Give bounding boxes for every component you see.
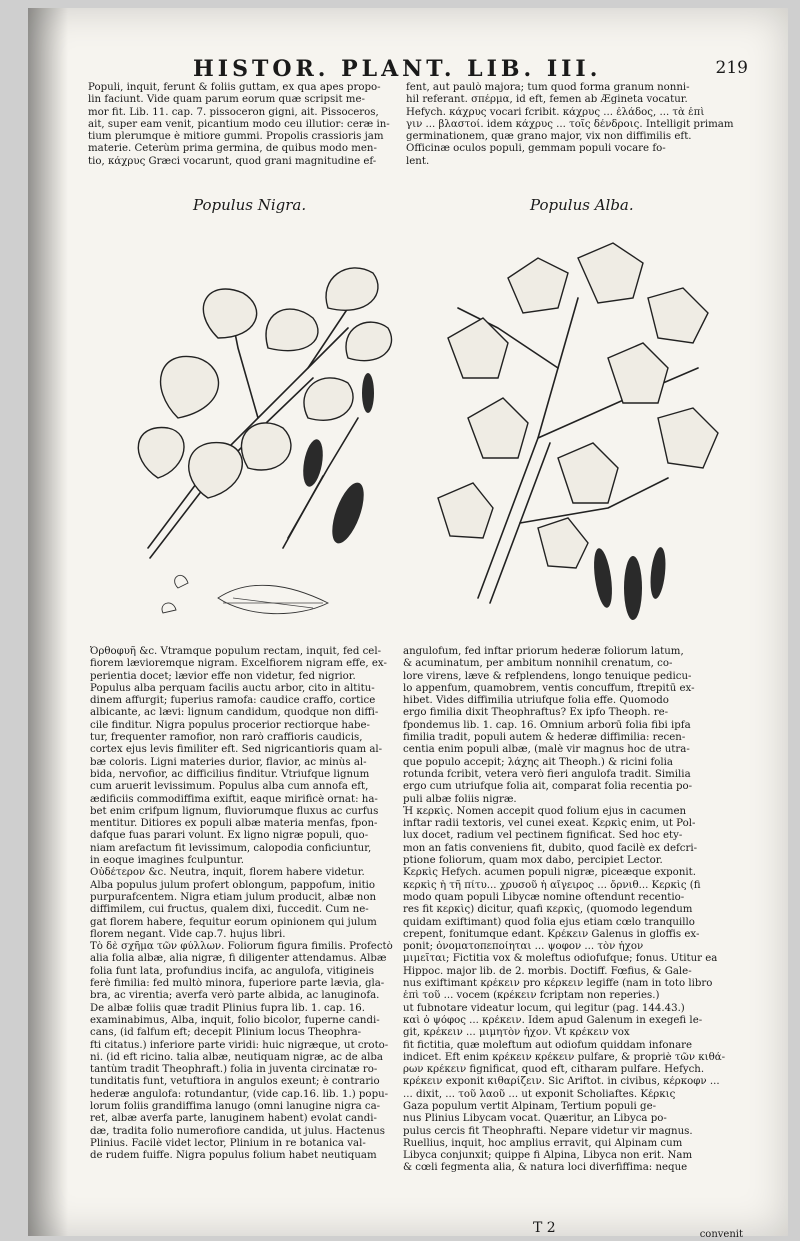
top-left-text-column xyxy=(88,82,408,168)
text-line: hibet. Vides diffimilia utriufque folia effe. Quomodo xyxy=(403,695,669,707)
text-line: rotunda fcribit, vetera verò fieri angulofa tradit. Similia xyxy=(403,768,691,780)
text-line: diffimilem, cui fructus, qualem dixi, fuccedit. Cum ne- xyxy=(90,904,369,916)
text-line: Alba populus julum profert oblongum, pappofum, initio xyxy=(90,879,376,891)
text-line: κρέκειν exponit κιθαρίζειν. Sic Ariftot. in civibus, κέρκοφν ... xyxy=(403,1076,720,1088)
text-line: κερκὶς ἡ τῆ πίτυ... χρυσοῦ ἡ αἴγειρος ... ὄρνιθ... Κερκὶς (fi xyxy=(403,879,701,891)
text-line: & cœli fegmenta alia, & natura loci diverfiffima: neque xyxy=(403,1162,688,1174)
text-line: ergo cum utriufque folia ait, comparat folia recentia po- xyxy=(403,781,693,793)
text-line: examinabimus, Alba, inquit, folio bicolor, fuperne candi- xyxy=(90,1014,380,1026)
top-right-text-column xyxy=(406,82,741,168)
text-line: Hippoc. major lib. de 2. morbis. Doctiff. Fœfius, & Gale- xyxy=(403,965,692,977)
text-line: mor fit. Lib. 11. cap. 7. pissoceron gigni, ait. Pissoceros, xyxy=(88,106,379,118)
text-line: καὶ ὁ ψόφος ... κρέκειν. Idem apud Galenum in exegefi le- xyxy=(403,1014,703,1026)
text-line: cum aruerit levissimum. Populus alba cum annofa eft, xyxy=(90,781,369,793)
populus-nigra-woodcut xyxy=(88,218,413,638)
text-line: que populo accepit; λάχης ait Theoph.) & ricini folia xyxy=(403,756,673,768)
text-line: ptione foliorum, quam mox dabo, percipiet Lector. xyxy=(403,855,663,867)
text-line: Libyca conjunxit; quippe fi Alpina, Libyca non erit. Nam xyxy=(403,1150,693,1162)
text-line: Τὸ δὲ σχῆμα τῶν φύλλων. Foliorum figura fimilis. Profectò xyxy=(90,941,393,953)
text-line: de rudem fuiffe. Nigra populus folium habet neutiquam xyxy=(90,1150,377,1162)
text-line: bra, ac virentia; averfa verò parte albida, ac lanuginofa. xyxy=(90,990,380,1002)
text-line: Gaza populum vertit Alpinam, Tertium populi ge- xyxy=(403,1100,657,1112)
text-line: nus exiftimant κρέκειν pro κέρκειν legiffe (nam in toto libro xyxy=(403,978,713,990)
text-line: hil referant. σπέρμα, id eft, femen ab Ægineta vocatur. xyxy=(406,94,688,106)
bottom-right-text-column xyxy=(403,646,739,1175)
text-line: Officinæ oculos populi, gemmam populi vocare fo- xyxy=(406,143,666,155)
text-line: fit fictitia, quæ moleftum aut odiofum quiddam infonare xyxy=(403,1039,693,1051)
text-line: Ruellius, inquit, hoc amplius erravit, qui Alpinam cum xyxy=(403,1137,683,1149)
gutter-shadow xyxy=(28,8,68,1236)
text-line: ergo fimilia dixit Theophraftus? Ex ipfo Theoph. re- xyxy=(403,707,669,719)
text-line: dinem affurgit; fuperius ramofa: caudice craffo, cortice xyxy=(90,695,376,707)
text-line: De albæ foliis quæ tradit Plinius fupra lib. 1. cap. 16. xyxy=(90,1002,365,1014)
text-line: fiorem lævioremque nigram. Excelfiorem nigram effe, ex- xyxy=(90,658,387,670)
text-line: mentitur. Ditiores ex populi albæ materia menfas, fpon- xyxy=(90,818,378,830)
text-line: ferè fimilia: fed multò minora, fuperiore parte lævia, gla- xyxy=(90,978,385,990)
text-line: lent. xyxy=(406,155,430,167)
text-line: ... dixit, ... τοῦ λαοῦ ... ut exponit Scholiaftes. Κέρκις xyxy=(403,1088,676,1100)
text-line: tantùm tradit Theophraft.) folia in juventa circinatæ ro- xyxy=(90,1064,378,1076)
text-line: niam arefactum fit levissimum, calopodia conficiuntur, xyxy=(90,842,372,854)
text-line: ut fubnotare videatur locum, qui legitur (pag. 144.43.) xyxy=(403,1002,685,1014)
text-line: perientia docet; lævior effe non videtur, fed nigrior. xyxy=(90,670,356,682)
text-line: bet enim crifpum lignum, fluviorumque fluxus ac curfus xyxy=(90,805,379,817)
text-line: ædificiis commodiffima exiftit, eaque mirificè ornat: ha- xyxy=(90,793,378,805)
text-line: Κερκὶς Hefych. acumen populi nigræ, piceæque exponit. xyxy=(403,867,696,879)
text-line: res fit κερκὶς) dicitur, quafi κερκὶς, (quomodo legendum xyxy=(403,904,693,916)
text-line: crepent, fonitumque edant. Κρέκειν Galenus in gloffis ex- xyxy=(403,928,700,940)
text-line: quidam exiftimant) quod folia ejus etiam cœlo tranquillo xyxy=(403,916,695,928)
figure-title-populus-nigra: Populus Nigra. xyxy=(193,196,307,214)
book-page xyxy=(28,8,788,1240)
text-line: Populi, inquit, ferunt & foliis guttam, ex qua apes propo- xyxy=(88,82,381,93)
text-line: mon an fatis conveniens fit, dubito, quod facilè ex defcri- xyxy=(403,842,698,854)
text-line: ret, albæ averfa parte, lanuginem habent) evolat candi- xyxy=(90,1113,377,1125)
text-line: cortex ejus levis fimiliter eft. Sed nigricantioris quam al- xyxy=(90,744,383,756)
text-line: cans, (id falfum eft; decepit Plinium locus Theophra- xyxy=(90,1027,362,1039)
signature-mark: T 2 xyxy=(533,1220,556,1236)
text-line: lo appenfum, quamobrem, ventis concuffum, ftrepitū ex- xyxy=(403,682,695,694)
text-line: albicante, ac lævi: lignum candidum, quodque non diffi- xyxy=(90,707,379,719)
text-line: & acuminatum, per ambitum nonnihil crenatum, co- xyxy=(403,658,673,670)
text-line: pulus cercis fit Theophrafti. Nepare videtur vir magnus. xyxy=(403,1125,693,1137)
text-line: lorum foliis grandiffima lanugo (omni lanugine nigra ca- xyxy=(90,1100,381,1112)
text-line: gat florem habere, fequitur eorum opinionem qui julum xyxy=(90,916,377,928)
text-line: cile finditur. Nigra populus procerior rectiorque habe- xyxy=(90,719,370,731)
text-line: Populus alba perquam facilis auctu arbor, cito in altitu- xyxy=(90,682,375,694)
text-line: Ἡ κερκὶς. Nomen accepit quod folium ejus in cacumen xyxy=(403,805,687,817)
page-number: 219 xyxy=(715,58,748,78)
text-line: inftar radii textoris, vel cunei exeat. Κερκὶς enim, ut Pol- xyxy=(403,818,696,830)
text-line: folia funt lata, profundius incifa, ac angulofa, vitigineis xyxy=(90,965,374,977)
text-line: lin faciunt. Vide quam parum eorum quæ scripsit me- xyxy=(88,94,365,106)
text-line: alia folia albæ, alia nigræ, fi diligenter attendamus. Albæ xyxy=(90,953,387,965)
text-line: indicet. Eft enim κρέκειν κρέκειν pulfare, & propriè τῶν κιθά- xyxy=(403,1051,726,1063)
text-line: fpondemus lib. 1. cap. 16. Omnium arborū folia fibi ipfa xyxy=(403,719,691,731)
text-line: tur, frequenter ramofior, non rarò craffioris caudicis, xyxy=(90,732,363,744)
text-line: germinationem, quæ grano major, vix non diffimilis eft. xyxy=(406,131,692,143)
text-line: materie. Ceterùm prima germina, de quibus modo men- xyxy=(88,143,377,155)
text-line: git, κρέκειν ... μιμητὸν ἦχον. Vt κρέκειν vox xyxy=(403,1027,630,1039)
text-line: puli albæ foliis nigræ. xyxy=(403,793,517,805)
text-line: modo quam populi Libycæ nomine oftendunt recentio- xyxy=(403,891,685,903)
text-line: ἐπὶ τοῦ ... vocem (κρέκειν fcriptam non reperies.) xyxy=(403,990,660,1002)
text-line: γιν ... βλαστοί. idem κάχρυς ... τοῖς δένδροις. Intelligit primam xyxy=(406,118,734,130)
populus-alba-woodcut xyxy=(408,218,738,638)
text-line: angulofum, fed inftar priorum hederæ foliorum latum, xyxy=(403,646,684,657)
text-line: fti citatus.) inferiore parte viridi: huic nigræque, ut croto- xyxy=(90,1039,389,1051)
text-line: fent, aut paulò majora; tum quod forma granum nonni- xyxy=(406,82,690,93)
text-line: dafque fuas parari volunt. Ex ligno nigræ populi, quo- xyxy=(90,830,369,842)
text-line: bida, nervofior, ac difficilius finditur. Vtriufque lignum xyxy=(90,768,370,780)
figure-title-populus-alba: Populus Alba. xyxy=(530,196,634,214)
catchword: convenit xyxy=(699,1229,743,1240)
text-line: Οὐδέτερον &c. Neutra, inquit, florem habere videtur. xyxy=(90,867,365,879)
text-line: hederæ angulofa: rotundantur, (vide cap.16. lib. 1.) popu- xyxy=(90,1088,389,1100)
text-line: lore virens, læve & refplendens, longo tenuique pedicu- xyxy=(403,670,692,682)
bottom-left-text-column xyxy=(90,646,410,1162)
text-line: Ὀρθοφυῆ &c. Vtramque populum rectam, inquit, fed cel- xyxy=(90,646,382,657)
text-line: tium plerumque è mitiore gummi. Propolis crassioris jam xyxy=(88,131,384,143)
text-line: in eoque imagines fculpuntur. xyxy=(90,855,244,867)
text-line: centia enim populi albæ, (malè vir magnus hoc de utra- xyxy=(403,744,690,756)
text-line: μιμεῖται; Fictitia vox & moleftus odiofufque; fonus. Utitur ea xyxy=(403,953,718,965)
text-line: Hefych. κάχρυς vocari fcribit. κάχρυς ... ἐλάδος, ... τὰ ἐπὶ xyxy=(406,106,705,118)
text-line: nus Plinius Libycam vocat. Quæritur, an Libyca po- xyxy=(403,1113,667,1125)
text-line: Plinius. Facilè videt lector, Plinium in re botanica val- xyxy=(90,1137,366,1149)
text-line: fimilia tradit, populi autem & hederæ diffimilia: recen- xyxy=(403,732,686,744)
text-line: tio, κάχρυς Græci vocarunt, quod grani magnitudine ef- xyxy=(88,155,377,167)
text-line: bæ coloris. Ligni materies durior, flavior, ac minùs al- xyxy=(90,756,367,768)
text-line: lux docet, radium vel pectinem fignificat. Sed hoc ety- xyxy=(403,830,683,842)
text-line: ait, super eam venit, picantium modo ceu illutior: ceræ in- xyxy=(88,118,390,130)
text-line: ponit; ὀνοματοπεποίηται ... ψοφον ... τὸν ἦχον xyxy=(403,941,644,953)
text-line: purpurafcentem. Nigra etiam julum producit, albæ non xyxy=(90,891,377,903)
text-line: ρων κρέκειν fignificat, quod eft, citharam pulfare. Hefych. xyxy=(403,1064,705,1076)
text-line: tunditatis funt, vetuftiora in angulos exeunt; è contrario xyxy=(90,1076,380,1088)
text-line: dæ, tradita folio numerofiore candida, ut julus. Hactenus xyxy=(90,1125,385,1137)
text-line: ni. (id eft ricino. talia albæ, neutiquam nigræ, ac de alba xyxy=(90,1051,383,1063)
text-line: florem negant. Vide cap.7. hujus libri. xyxy=(90,928,286,940)
running-title: HISTOR. PLANT. LIB. III. xyxy=(193,56,602,82)
